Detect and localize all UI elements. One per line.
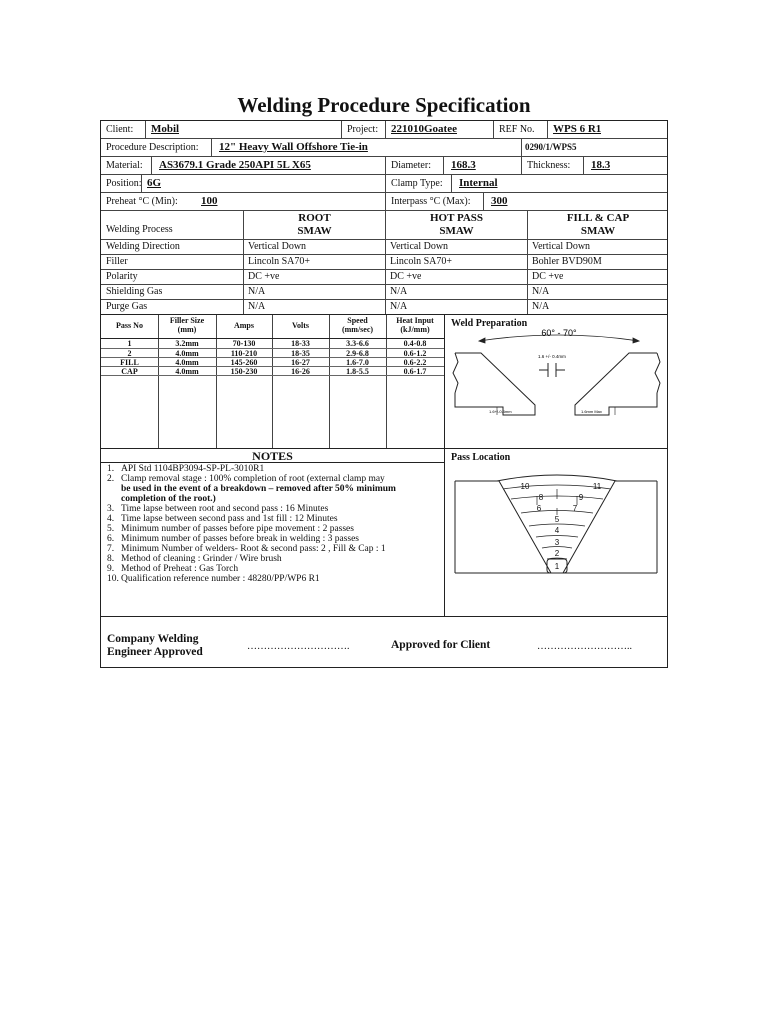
pass-cell: 1 <box>127 339 132 348</box>
root-polarity: DC +ve <box>248 271 280 282</box>
diameter-label: Diameter: <box>391 160 431 171</box>
polarity-label: Polarity <box>106 271 138 282</box>
note-text: Minimum number of passes before break in welding : 3 passes <box>121 534 359 544</box>
pass-number-label: 8 <box>538 493 544 502</box>
filler-row <box>101 254 667 269</box>
note-number: 8. <box>107 554 115 564</box>
header-table <box>100 120 668 315</box>
welding-direction-row <box>101 239 667 254</box>
material-row <box>101 156 667 174</box>
note-number: 6. <box>107 534 115 544</box>
pass-location-diagram <box>451 463 663 587</box>
pass-number-label: 2 <box>554 549 560 558</box>
hot-pass-process: SMAW <box>439 225 474 237</box>
note-number: 5. <box>107 524 115 534</box>
note-text: Clamp removal stage : 100% completion of root (external clamp may <box>121 474 385 484</box>
pass-cell: 1.8-5.5 <box>346 367 369 376</box>
pass-cell: 4.0mm <box>175 349 199 358</box>
column-root: ROOT <box>298 212 331 224</box>
note-text: Minimum number of passes before pipe movement : 2 passes <box>121 524 354 534</box>
pass-cell: 18-33 <box>291 339 310 348</box>
hot-pass-direction: Vertical Down <box>390 241 449 252</box>
pass-header-filler: Filler Size (mm) <box>169 316 205 334</box>
pass-cell: 0.6-2.2 <box>403 358 427 367</box>
note-number: 4. <box>107 514 115 524</box>
root-direction: Vertical Down <box>248 241 307 252</box>
doc-code: 0290/1/WPS5 <box>525 142 577 152</box>
preheat-label: Preheat °C (Min): <box>106 196 178 207</box>
approval-footer <box>100 617 668 668</box>
pass-header-pass-no: Pass No <box>116 321 143 330</box>
note-number: 1. <box>107 464 115 474</box>
pass-section <box>100 315 668 449</box>
pass-cell: 0.6-1.2 <box>403 349 427 358</box>
pass-cell: 16-26 <box>291 367 310 376</box>
client-value: Mobil <box>151 123 180 135</box>
weld-prep-title: Weld Preparation <box>451 318 528 329</box>
pass-cell: 150-230 <box>230 367 258 376</box>
polarity-row <box>101 269 667 284</box>
pass-header-amps: Amps <box>233 321 254 330</box>
purge-gas-row <box>101 299 667 314</box>
column-fill-cap: FILL & CAP <box>566 212 630 224</box>
clamp-value: Internal <box>459 177 498 189</box>
preheat-row <box>101 192 667 210</box>
fill-cap-shielding-gas: N/A <box>532 286 550 297</box>
weld-prep-gap: 1.6 +/- 0.4mm <box>538 354 566 359</box>
material-value: AS3679.1 Grade 250API 5L X65 <box>159 159 311 171</box>
wps-document <box>100 92 668 668</box>
interpass-value: 300 <box>491 195 508 207</box>
shielding-gas-row <box>101 284 667 299</box>
company-signature-line: …………………………. <box>247 641 350 652</box>
pass-cell: 3.2mm <box>175 339 199 348</box>
pass-cell: FILL <box>120 358 139 367</box>
note-text: API Std 1104BP3094-SP-PL-3010R1 <box>121 464 265 474</box>
fill-cap-purge-gas: N/A <box>532 301 550 312</box>
shielding-gas-label: Shielding Gas <box>106 286 163 297</box>
pass-cell: 70-130 <box>232 339 256 348</box>
weld-prep-angle: 60° - 70° <box>541 329 577 338</box>
thickness-value: 18.3 <box>591 159 611 171</box>
desc-label: Procedure Description: <box>106 142 199 153</box>
note-text: Method of cleaning : Grinder / Wire brush <box>121 554 282 564</box>
note-number: 10. <box>107 574 119 584</box>
purge-gas-label: Purge Gas <box>106 301 148 312</box>
desc-value: 12" Heavy Wall Offshore Tie-in <box>219 141 368 153</box>
note-text: Method of Preheat : Gas Torch <box>121 564 239 574</box>
pass-cell: 18-35 <box>291 349 310 358</box>
client-row <box>101 121 667 138</box>
hot-pass-filler: Lincoln SA70+ <box>390 256 453 267</box>
note-text: Time lapse between second pass and 1st fill : 12 Minutes <box>121 514 338 524</box>
note-text: completion of the root.) <box>121 494 216 504</box>
diameter-value: 168.3 <box>451 159 476 171</box>
pass-number-label: 3 <box>554 538 560 547</box>
fill-cap-process: SMAW <box>580 225 616 237</box>
material-label: Material: <box>106 160 143 171</box>
weld-prep-land-right: 1.6mm Max <box>581 409 602 414</box>
note-number: 9. <box>107 564 115 574</box>
welding-direction-label: Welding Direction <box>106 241 180 252</box>
note-text: Minimum Number of welders- Root & second pass: 2 , Fill & Cap : 1 <box>121 544 386 554</box>
pass-cell: 145-260 <box>230 358 258 367</box>
client-approval-label: Approved for Client <box>391 639 491 651</box>
fill-cap-filler: Bohler BVD90M <box>532 256 602 267</box>
fill-cap-direction: Vertical Down <box>532 241 591 252</box>
position-value: 6G <box>147 177 162 189</box>
client-signature-line: ……………………….. <box>537 641 632 652</box>
clamp-label: Clamp Type: <box>391 178 443 189</box>
pass-header-volts: Volts <box>291 321 310 330</box>
note-item <box>107 575 447 585</box>
pass-cell: 2 <box>127 349 132 358</box>
pass-header-speed: Speed (mm/sec) <box>341 316 374 334</box>
notes-title: NOTES <box>252 449 293 463</box>
project-label: Project: <box>347 124 379 135</box>
note-number: 2. <box>107 474 115 484</box>
welding-process-label: Welding Process <box>106 224 173 235</box>
weld-prep-land-left: 1.6+/-0.4mm <box>489 409 512 414</box>
root-filler: Lincoln SA70+ <box>248 256 311 267</box>
note-text: be used in the event of a breakdown – removed after 50% minimum <box>121 484 396 494</box>
root-shielding-gas: N/A <box>248 286 266 297</box>
pass-number-label: 11 <box>592 482 602 491</box>
pass-cell: 1.6-7.0 <box>346 358 369 367</box>
filler-label: Filler <box>106 256 128 267</box>
position-label: Position: <box>106 178 142 189</box>
pass-number-label: 9 <box>578 493 584 502</box>
interpass-label: Interpass °C (Max): <box>391 196 471 207</box>
pass-number-label: 10 <box>520 482 530 491</box>
hot-pass-polarity: DC +ve <box>390 271 422 282</box>
pass-cell: 2.9-6.8 <box>346 349 369 358</box>
fill-cap-polarity: DC +ve <box>532 271 564 282</box>
client-label: Client: <box>106 124 134 135</box>
pass-number-label: 6 <box>536 504 542 513</box>
weld-prep-diagram <box>451 329 663 445</box>
pass-header-heat-input: Heat Input (kJ/mm) <box>396 316 434 334</box>
pass-cell: 3.3-6.6 <box>346 339 369 348</box>
pass-cell: CAP <box>121 367 138 376</box>
pass-number-label: 1 <box>554 562 560 571</box>
pass-number-label: 7 <box>572 504 578 513</box>
project-value: 221010Goatee <box>391 123 457 135</box>
pass-cell: 0.4-0.8 <box>403 339 427 348</box>
ref-label: REF No. <box>499 124 535 135</box>
column-hot-pass: HOT PASS <box>429 212 484 224</box>
pass-cell: 110-210 <box>230 349 258 358</box>
pass-cell: 4.0mm <box>175 367 199 376</box>
company-approval-label: Company Welding Engineer Approved <box>107 633 203 658</box>
root-process: SMAW <box>297 225 332 237</box>
welding-process-row <box>101 210 667 239</box>
thickness-label: Thickness: <box>527 160 571 171</box>
pass-number-label: 5 <box>554 515 560 524</box>
description-row <box>101 138 667 156</box>
note-text: Qualification reference number : 48280/PP/WP6 R1 <box>121 574 320 584</box>
pass-location-title: Pass Location <box>451 452 511 463</box>
hot-pass-purge-gas: N/A <box>390 301 408 312</box>
root-purge-gas: N/A <box>248 301 266 312</box>
ref-value: WPS 6 R1 <box>553 123 602 135</box>
hot-pass-shielding-gas: N/A <box>390 286 408 297</box>
page-title: Welding Procedure Specification <box>237 93 531 117</box>
note-text: Time lapse between root and second pass : 16 Minutes <box>121 504 329 514</box>
pass-number-label: 4 <box>554 526 560 535</box>
pass-cell: 0.6-1.7 <box>403 367 427 376</box>
notes-section <box>100 449 668 617</box>
position-row <box>101 174 667 192</box>
preheat-value: 100 <box>201 195 218 207</box>
pass-cell: 16-27 <box>291 358 310 367</box>
note-number: 3. <box>107 504 115 514</box>
pass-cell: 4.0mm <box>175 358 199 367</box>
note-number: 7. <box>107 544 115 554</box>
